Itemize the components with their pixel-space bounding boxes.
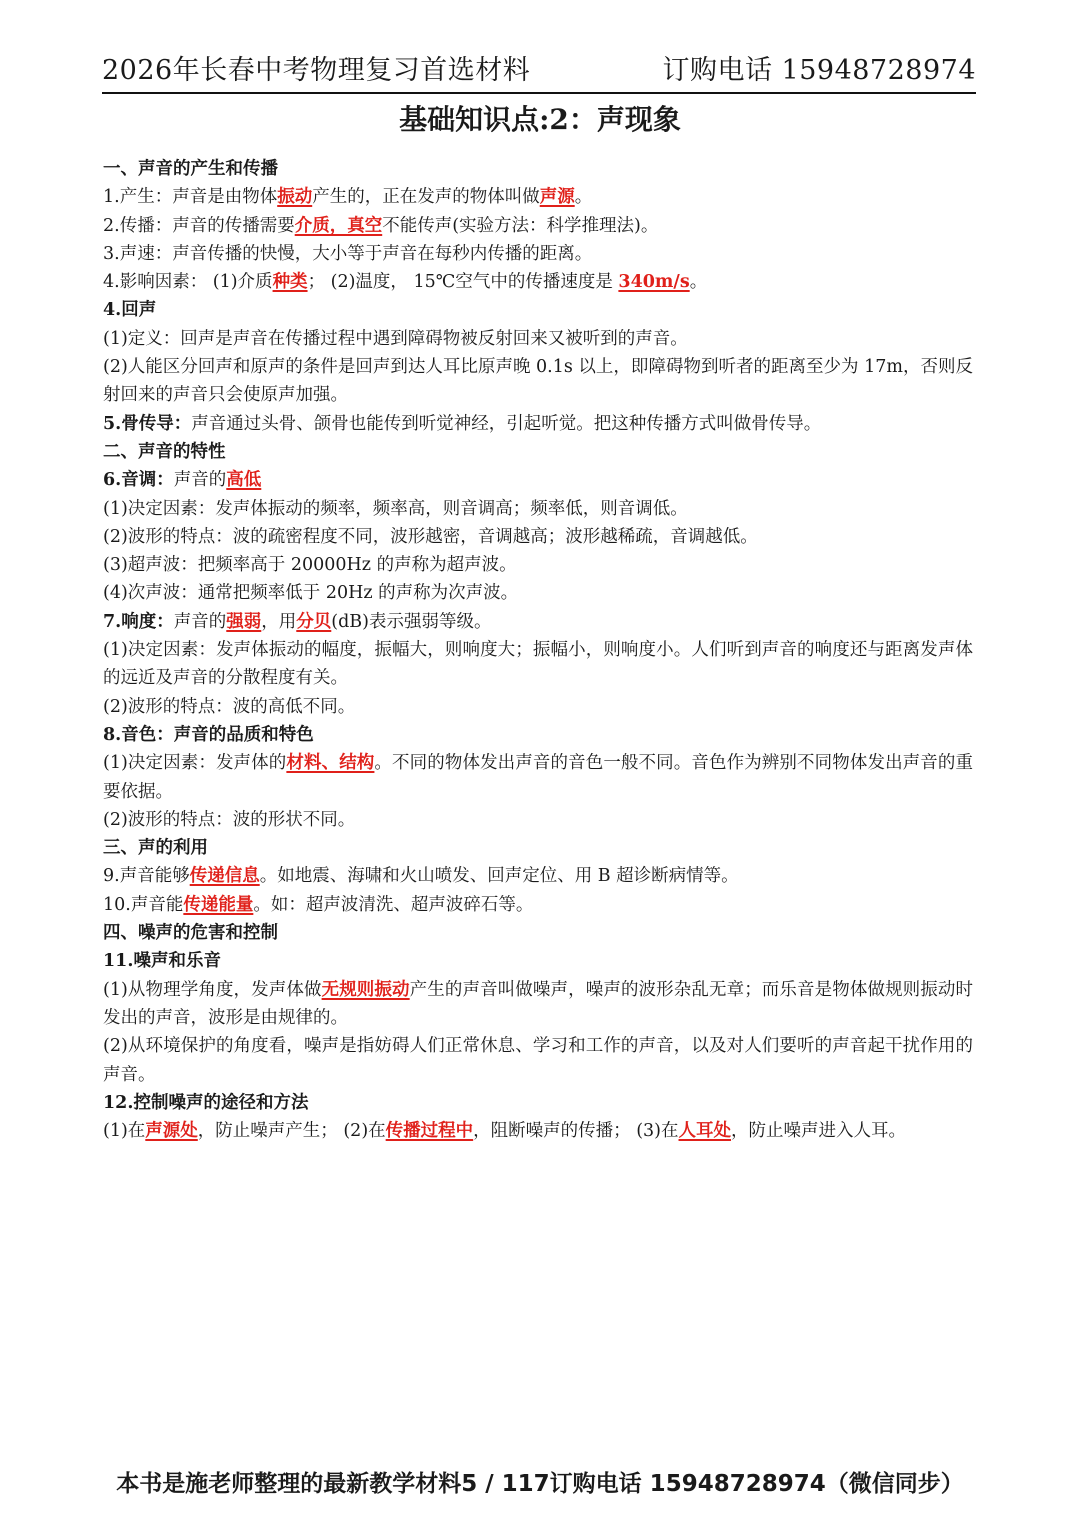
page-header — [102, 48, 976, 94]
text-segment: (2)人能区分回声和原声的条件是回声到达人耳比原声晚 0.1s 以上，即障碍物到听者的距离至少为 17m，否则反射回来的声音只会使原声加强。 — [103, 357, 973, 406]
text-segment: 声音的 — [173, 470, 227, 491]
text-segment: 二、声音的特性 — [103, 441, 226, 462]
text-segment: 不能传声(实验方法：科学推理法)。 — [382, 215, 659, 236]
section-heading — [103, 1089, 973, 1117]
highlight-keyword: 高低 — [226, 470, 262, 491]
text-segment: 三、声的利用 — [103, 838, 208, 859]
text-segment: 11.噪声和乐音 — [103, 951, 221, 972]
text-line — [103, 212, 973, 240]
text-segment: ，阻断噪声的传播； (3)在 — [473, 1121, 679, 1142]
text-line — [103, 523, 973, 551]
text-segment: 产生的声音叫做噪声，噪声的波形杂乱无章；而乐音是物体做规则振动时发出的声音，波形是由规律的。 — [103, 979, 973, 1028]
highlight-keyword: 介质，真空 — [294, 215, 383, 236]
document-body — [103, 155, 973, 1145]
page-footer: 本书是施老师整理的最新教学材料5 / 117订购电话 15948728974（微信同步） — [116, 1471, 964, 1497]
text-segment: (4)次声波：通常把频率低于 20Hz 的声称为次声波。 — [103, 583, 519, 604]
section-heading — [103, 947, 973, 975]
text-line — [103, 410, 973, 438]
text-line — [103, 551, 973, 579]
text-segment: (2)波形的特点：波的疏密程度不同，波形越密，音调越高；波形越稀疏，音调越低。 — [103, 526, 758, 547]
text-line — [103, 240, 973, 268]
text-segment: 1.产生：声音是由物体 — [103, 187, 278, 208]
section-heading — [103, 721, 973, 749]
section-heading — [103, 438, 973, 466]
section-heading — [103, 155, 973, 183]
term-label: 7.响度： — [103, 611, 174, 632]
text-line — [103, 608, 973, 636]
text-segment: 4.影响因素： (1)介质 — [103, 272, 273, 293]
text-segment: 声音的 — [173, 611, 227, 632]
text-segment: (1)定义：回声是声音在传播过程中遇到障碍物被反射回来又被听到的声音。 — [103, 328, 688, 349]
text-segment: (1)从物理学角度，发声体做 — [103, 979, 322, 1000]
highlight-keyword: 传播过程中 — [385, 1121, 474, 1142]
text-segment: (1)在 — [103, 1121, 146, 1142]
text-segment: 9.声音能够 — [103, 866, 190, 887]
text-segment: ； (2)温度， 15℃空气中的传播速度是 — [307, 272, 619, 293]
text-segment: ，防止噪声进入人耳。 — [731, 1121, 907, 1142]
term-label: 5.骨传导： — [103, 413, 192, 434]
text-segment: ，防止噪声产生； (2)在 — [197, 1121, 386, 1142]
section-heading — [103, 834, 973, 862]
text-segment: (2)波形的特点：波的高低不同。 — [103, 696, 356, 717]
text-line — [103, 495, 973, 523]
term-label: 6.音调： — [103, 470, 174, 491]
text-segment: 。不同的物体发出声音的音色一般不同。音色作为辨别不同物体发出声音的重要依据。 — [103, 753, 973, 802]
text-segment: (1)决定因素：发声体的 — [103, 753, 287, 774]
text-line — [103, 183, 973, 211]
text-line — [103, 325, 973, 353]
page-title: 基础知识点:2：声现象 — [399, 103, 681, 136]
text-line — [103, 353, 973, 410]
highlight-keyword: 传递能量 — [183, 894, 254, 915]
text-segment: 4.回声 — [103, 300, 157, 321]
header-title: 2026年长春中考物理复习首选材料 — [102, 55, 531, 86]
text-segment: 声音通过头骨、颌骨也能传到听觉神经，引起听觉。把这种传播方式叫做骨传导。 — [191, 413, 822, 434]
text-segment: 12.控制噪声的途径和方法 — [103, 1092, 309, 1113]
text-segment: 。 — [689, 272, 708, 293]
text-segment: 一、声音的产生和传播 — [103, 159, 278, 179]
text-segment: (2)从环境保护的角度看，噪声是指妨碍人们正常休息、学习和工作的声音，以及对人们要听的声音起干扰作用的声音。 — [103, 1036, 973, 1085]
text-line — [103, 1117, 973, 1145]
text-segment: 2.传播：声音的传播需要 — [103, 215, 295, 236]
highlight-keyword: 声源处 — [145, 1121, 198, 1142]
text-segment: ，用 — [261, 611, 297, 632]
highlight-keyword: 传递信息 — [189, 866, 260, 887]
text-line — [103, 636, 973, 693]
highlight-keyword: 340m/s — [618, 272, 690, 293]
text-line — [103, 862, 973, 890]
highlight-keyword: 人耳处 — [678, 1121, 732, 1142]
highlight-keyword: 材料、结构 — [286, 753, 375, 774]
highlight-keyword: 分贝 — [296, 611, 332, 632]
highlight-keyword: 种类 — [272, 272, 308, 293]
text-segment: 。如地震、海啸和火山喷发、回声定位、用 B 超诊断病情等。 — [259, 866, 739, 887]
text-segment: 8.音色：声音的品质和特色 — [103, 724, 314, 745]
highlight-keyword: 声源 — [539, 187, 575, 208]
text-segment: (2)波形的特点：波的形状不同。 — [103, 809, 356, 830]
highlight-keyword: 强弱 — [226, 611, 262, 632]
text-line — [103, 749, 973, 806]
text-segment: 产生的，正在发声的物体叫做 — [312, 187, 540, 208]
text-segment: (1)决定因素：发声体振动的幅度，振幅大，则响度大；振幅小，则响度小。人们听到声音的响度还与距离发声体的远近及声音的分散程度有关。 — [103, 640, 973, 689]
text-line — [103, 466, 973, 494]
text-line — [103, 806, 973, 834]
section-heading — [103, 296, 973, 324]
text-segment: (1)决定因素：发声体振动的频率，频率高，则音调高；频率低，则音调低。 — [103, 498, 688, 519]
text-line — [103, 579, 973, 607]
text-segment: 3.声速：声音传播的快慢，大小等于声音在每秒内传播的距离。 — [103, 243, 593, 264]
text-line — [103, 891, 973, 919]
text-segment: 。如：超声波清洗、超声波碎石等。 — [253, 894, 534, 915]
text-segment: 10.声音能 — [103, 894, 184, 915]
section-heading — [103, 919, 973, 947]
text-segment: (dB)表示强弱等级。 — [331, 611, 492, 632]
text-segment: (3)超声波：把频率高于 20000Hz 的声称为超声波。 — [103, 555, 517, 576]
text-line — [103, 1032, 973, 1089]
highlight-keyword: 无规则振动 — [321, 979, 410, 1000]
text-line — [103, 693, 973, 721]
text-segment: 。 — [574, 187, 593, 208]
header-phone: 订购电话 15948728974 — [662, 55, 976, 86]
text-segment: 四、噪声的危害和控制 — [103, 923, 278, 944]
highlight-keyword: 振动 — [277, 187, 313, 208]
text-line — [103, 976, 973, 1033]
text-line — [103, 268, 973, 296]
